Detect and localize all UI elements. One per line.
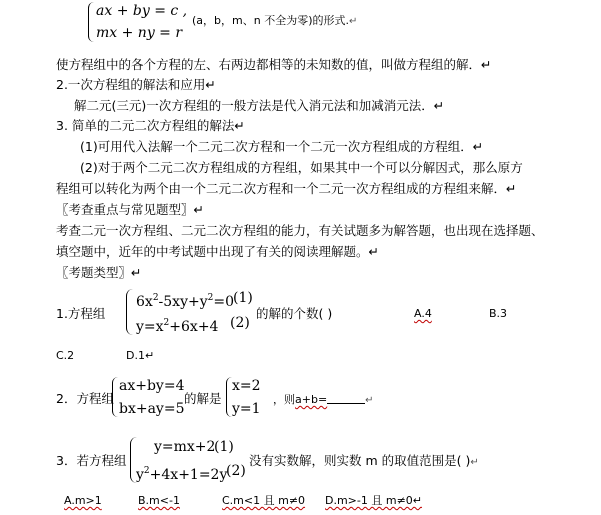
q3-option-d-text: D.m>-1 且 m≠0↵	[325, 494, 423, 507]
paragraph-mark: ↵	[365, 395, 374, 406]
q1-eq1-exp: 2	[152, 293, 159, 303]
q2-sol2: y=1	[232, 401, 261, 417]
focus-body-line2: 填空题中，近年的中考试题中出现了有关的阅读理解题。↵	[56, 244, 379, 259]
q1-eq1	[136, 289, 234, 311]
q3-eq2-b: +4x+1=2y	[149, 467, 228, 483]
q3-option-b	[138, 494, 180, 508]
q2-tail-then: ，则	[273, 393, 295, 406]
focus-body-line1: 考查二元一次方程组、二元二次方程组的能力，有关试题多为解答题，也出现在选择题、	[56, 223, 544, 238]
general-form-eq2: mx + ny = r	[96, 25, 183, 41]
q2-eq1: ax+by=4	[119, 378, 185, 394]
q3-option-c-text: C.m<1 且 m≠0	[222, 494, 306, 507]
section3-title: 3. 简单的二元二次方程组的解法↵	[56, 118, 245, 133]
q2-brace	[112, 377, 118, 417]
q1-eq2-tag: (2)	[230, 315, 250, 331]
q1-question: 的解的个数( )	[256, 306, 333, 321]
solution-definition: 使方程组中的各个方程的左、右两边都相等的未知数的值，叫做方程组的解．↵	[56, 57, 492, 72]
q3-eq1-tag: (1)	[214, 439, 234, 455]
q3-option-c	[222, 494, 305, 508]
section3-item2-line2: 程组可以转化为两个由一个二元二次方程和一个二元一次方程组成的方程组来解．↵	[56, 181, 517, 196]
q3-eq2	[136, 462, 227, 484]
q2-tail-sum: a+b=	[295, 393, 328, 406]
types-heading: 〖考题类型〗↵	[56, 265, 142, 280]
general-form-note-text: (a，b，m、n 不全为零)的形式.	[192, 14, 349, 27]
q3-eq2-tag: (2)	[226, 463, 246, 479]
q3-question	[249, 453, 479, 471]
paragraph-mark: ↵	[470, 457, 479, 468]
q2-middle: 的解是	[184, 391, 222, 406]
q1-option-a-text: A.4	[414, 307, 432, 320]
q3-eq1: y=mx+2	[154, 439, 216, 455]
q3-option-d	[325, 494, 422, 508]
q3-prefix: 3．若方程组	[56, 453, 127, 468]
q1-eq2-exp: 2	[163, 318, 170, 328]
section3-item1: (1)可用代入法解一个二元二次方程和一个二元一次方程组成的方程组．↵	[80, 139, 484, 154]
q1-option-b: B.3	[489, 307, 508, 320]
q1-eq1-c: =0	[213, 294, 235, 310]
general-form-note	[192, 14, 357, 29]
q1-eq1-a: 6x	[136, 294, 153, 310]
q3-question-text: 没有实数解，则实数 m 的取值范围是( )	[249, 453, 471, 468]
q2-answer-blank[interactable]	[327, 392, 365, 404]
q1-eq1-b: -5xy+y	[158, 294, 208, 310]
section3-item2-line1: (2)对于两个二元二次方程组成的方程组，如果其中一个可以分解因式，那么原方	[80, 160, 523, 175]
q3-option-a	[64, 494, 102, 508]
q1-option-d: D.1↵	[126, 349, 155, 362]
section2-body: 解二元(三元)一次方程组的一般方法是代入消元法和加减消元法．↵	[74, 98, 445, 113]
q1-option-c: C.2	[56, 349, 75, 362]
q2-eq2: bx+ay=5	[119, 401, 185, 417]
general-form-eq1: ax + by = c ,	[96, 3, 188, 19]
paragraph-mark: ↵	[349, 16, 358, 27]
q1-eq2-a: y=x	[136, 319, 164, 335]
q1-eq1-exp2: 2	[207, 293, 214, 303]
focus-heading: 〖考查重点与常见题型〗↵	[56, 202, 204, 217]
q3-eq2-a: y	[136, 467, 144, 483]
q2-tail	[273, 392, 374, 408]
q1-eq1-tag: (1)	[233, 290, 253, 306]
section2-title: 2.一次方程组的解法和应用↵	[56, 77, 216, 92]
q1-prefix: 1.方程组	[56, 306, 106, 321]
q2-sol1: x=2	[232, 378, 261, 394]
q1-brace	[126, 289, 133, 335]
q3-option-a-text: A.m>1	[64, 494, 102, 507]
q2-prefix: 2．方程组	[56, 391, 114, 406]
q1-eq2	[136, 314, 218, 336]
q3-eq2-exp: 2	[143, 466, 150, 476]
q1-option-a	[414, 307, 432, 321]
general-form-brace	[88, 2, 94, 42]
q3-option-b-text: B.m<-1	[138, 494, 180, 507]
q1-eq2-b: +6x+4	[169, 319, 219, 335]
